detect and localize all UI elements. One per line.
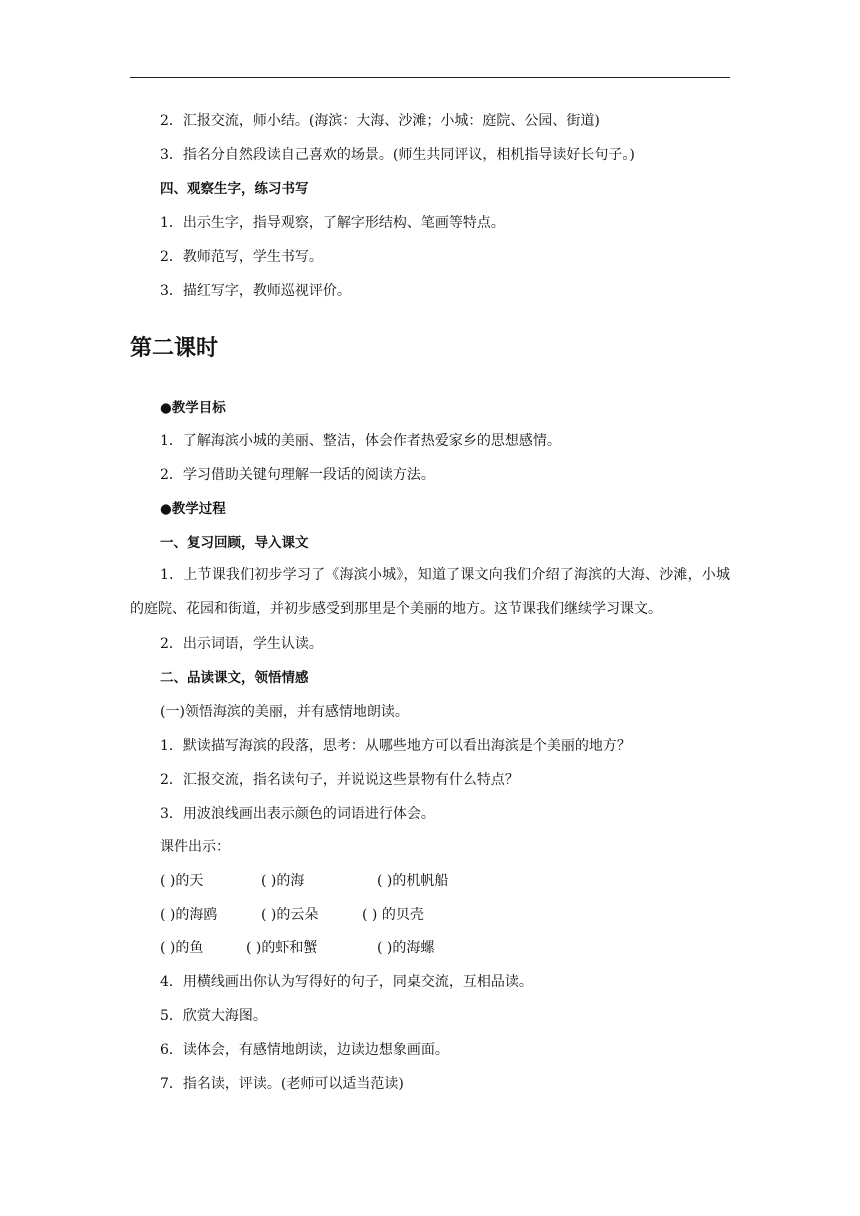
step-teacher-demo: 2．教师范写，学生书写。 [160, 249, 323, 265]
subsection-beauty: (一)领悟海滨的美丽，并有感情地朗读。 [160, 704, 409, 720]
step-silent-reading: 1．默读描写海滨的段落，思考：从哪些地方可以看出海滨是个美丽的地方？ [160, 738, 631, 754]
step-read-favorite-scene: 3．指名分自然段读自己喜欢的场景。(师生共同评议，相机指导读好长句子。) [160, 147, 635, 163]
section-heading-appreciate: 二、品读课文，领悟情感 [160, 670, 309, 686]
review-paragraph: 1．上节课我们初步学习了《海滨小城》，知道了课文向我们介绍了海滨的大海、沙滩，小城的庭院、花园和街道，并初步感受到那里是个美丽的地方。这节课我们继续学习课文。 [130, 567, 730, 617]
step-trace-writing: 3．描红写字，教师巡视评价。 [160, 283, 351, 299]
header-rule [130, 77, 730, 78]
goal-item-1: 1．了解海滨小城的美丽、整洁，体会作者热爱家乡的思想感情。 [160, 433, 561, 449]
step-read-with-feeling: 6．读体会，有感情地朗读，边读边想象画面。 [160, 1042, 449, 1058]
step-wavy-line: 3．用波浪线画出表示颜色的词语进行体会。 [160, 806, 435, 822]
step-underline-sentences: 4．用横线画出你认为写得好的句子，同桌交流，互相品读。 [160, 974, 533, 990]
fill-in-blank: ( )的鱼 [160, 940, 204, 956]
section-heading-review: 一、复习回顾，导入课文 [160, 535, 309, 551]
fill-in-blank: ( )的云朵 [261, 907, 319, 923]
fill-in-blank: ( )的海鸥 [160, 907, 218, 923]
fill-in-blank: ( )的天 [160, 873, 204, 889]
fill-in-blank: ( )的海 [261, 873, 305, 889]
step-show-characters: 1．出示生字，指导观察，了解字形结构、笔画等特点。 [160, 215, 505, 231]
fill-in-blank: ( )的海螺 [377, 940, 435, 956]
fill-in-blank: ( )的虾和蟹 [246, 940, 318, 956]
fill-in-blank: ( )的机帆船 [377, 873, 449, 889]
goal-item-2: 2．学习借助关键句理解一段话的阅读方法。 [160, 467, 435, 483]
lesson-title: 第二课时 [130, 336, 219, 361]
courseware-label: 课件出示： [160, 839, 230, 855]
step-report-sentences: 2．汇报交流，指名读句子，并说说这些景物有什么特点？ [160, 772, 519, 788]
step-report-summary: 2．汇报交流，师小结。(海滨：大海、沙滩；小城：庭院、公园、街道) [160, 113, 600, 129]
step-show-words: 2．出示词语，学生认读。 [160, 636, 323, 652]
process-heading: ●教学过程 [160, 501, 226, 517]
step-view-sea-picture: 5．欣赏大海图。 [160, 1008, 267, 1024]
step-named-reading: 7．指名读，评读。(老师可以适当范读) [160, 1076, 404, 1092]
goals-heading: ●教学目标 [160, 400, 226, 416]
fill-in-blank: ( ) 的贝壳 [362, 907, 424, 923]
section-heading-write-characters: 四、观察生字，练习书写 [160, 181, 309, 197]
